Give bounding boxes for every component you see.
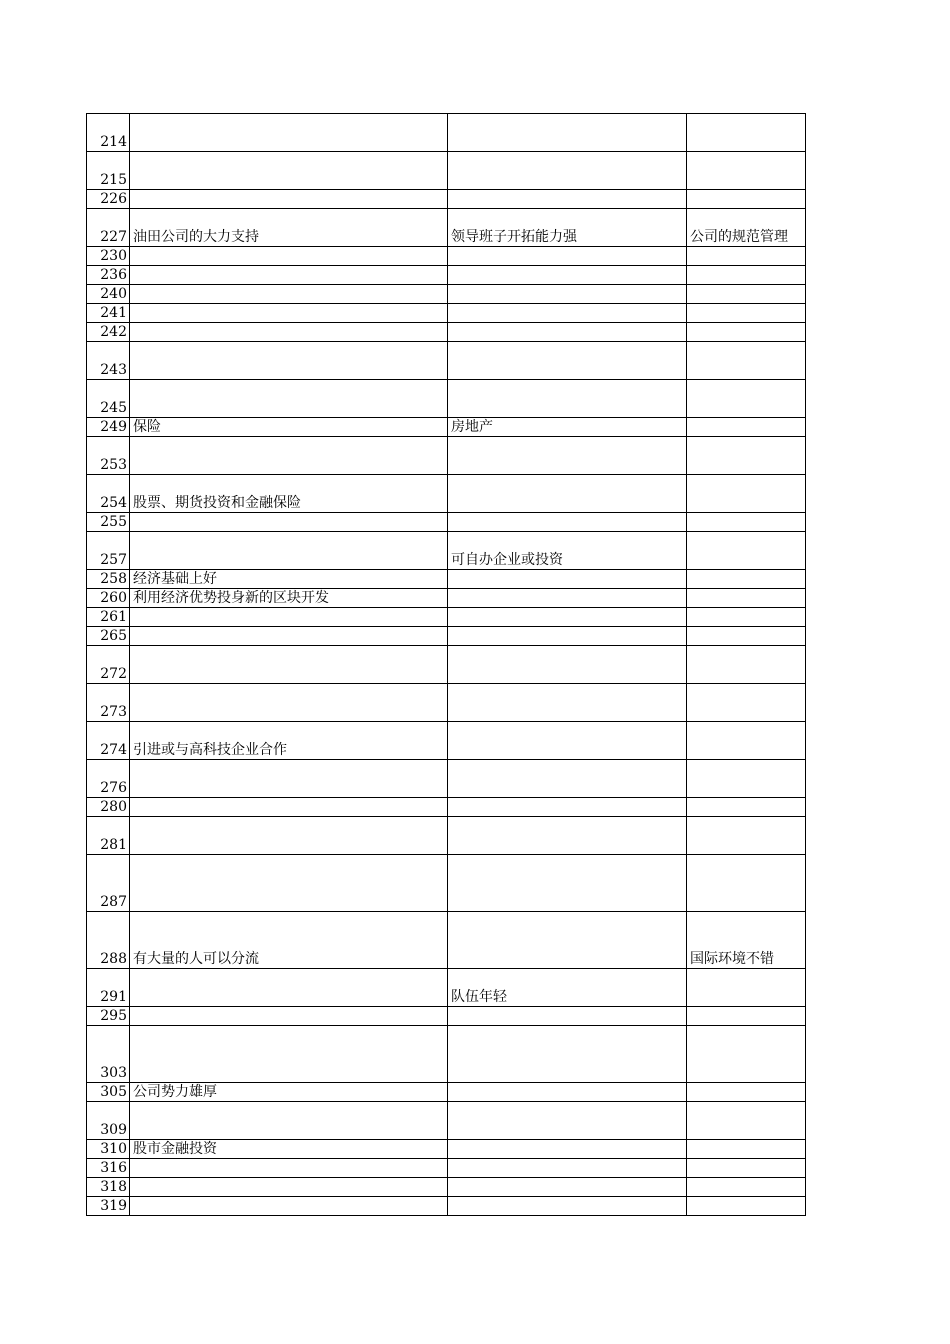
- column-a-cell[interactable]: [130, 304, 448, 323]
- row-number-cell[interactable]: 274: [87, 722, 130, 760]
- column-a-cell[interactable]: [130, 627, 448, 646]
- column-b-cell[interactable]: [448, 323, 687, 342]
- column-a-cell[interactable]: [130, 760, 448, 798]
- column-a-cell[interactable]: 油田公司的大力支持: [130, 209, 448, 247]
- column-a-cell[interactable]: [130, 437, 448, 475]
- column-a-cell[interactable]: [130, 684, 448, 722]
- column-b-cell[interactable]: [448, 798, 687, 817]
- column-c-cell[interactable]: [687, 1197, 806, 1216]
- column-b-cell[interactable]: [448, 722, 687, 760]
- column-a-cell[interactable]: [130, 855, 448, 912]
- row-number-cell[interactable]: 242: [87, 323, 130, 342]
- row-number-cell[interactable]: 276: [87, 760, 130, 798]
- table-row: [87, 475, 806, 513]
- column-b-cell[interactable]: [448, 608, 687, 627]
- table-row: [87, 855, 806, 912]
- column-b-cell[interactable]: [448, 1159, 687, 1178]
- table-body: [87, 114, 806, 1216]
- row-number-cell[interactable]: 287: [87, 855, 130, 912]
- column-b-cell[interactable]: [448, 247, 687, 266]
- table-row: [87, 1159, 806, 1178]
- row-number-cell[interactable]: 215: [87, 152, 130, 190]
- row-number-cell[interactable]: 227: [87, 209, 130, 247]
- column-c-cell[interactable]: [687, 1102, 806, 1140]
- column-b-cell[interactable]: [448, 684, 687, 722]
- column-b-cell[interactable]: 房地产: [448, 418, 687, 437]
- row-number-cell[interactable]: 254: [87, 475, 130, 513]
- column-a-cell[interactable]: [130, 114, 448, 152]
- column-b-cell[interactable]: [448, 513, 687, 532]
- column-a-cell[interactable]: [130, 247, 448, 266]
- column-c-cell[interactable]: 公司的规范管理: [687, 209, 806, 247]
- table-row: [87, 532, 806, 570]
- column-c-cell[interactable]: [687, 1159, 806, 1178]
- column-a-cell[interactable]: 股市金融投资: [130, 1140, 448, 1159]
- column-b-cell[interactable]: [448, 190, 687, 209]
- row-number-cell[interactable]: 303: [87, 1026, 130, 1083]
- row-number-cell[interactable]: 265: [87, 627, 130, 646]
- column-c-cell[interactable]: [687, 190, 806, 209]
- column-a-cell[interactable]: 引进或与高科技企业合作: [130, 722, 448, 760]
- table-row: [87, 418, 806, 437]
- column-b-cell[interactable]: 可自办企业或投资: [448, 532, 687, 570]
- column-c-cell[interactable]: [687, 570, 806, 589]
- spreadsheet-table: [86, 113, 806, 1216]
- column-b-cell[interactable]: [448, 475, 687, 513]
- table-row: [87, 1007, 806, 1026]
- column-c-cell[interactable]: [687, 247, 806, 266]
- row-number-cell[interactable]: 245: [87, 380, 130, 418]
- column-b-cell[interactable]: [448, 342, 687, 380]
- table-row: [87, 304, 806, 323]
- column-c-cell[interactable]: [687, 1026, 806, 1083]
- row-number-cell[interactable]: 295: [87, 1007, 130, 1026]
- column-b-cell[interactable]: [448, 817, 687, 855]
- table-row: [87, 342, 806, 380]
- column-c-cell[interactable]: [687, 418, 806, 437]
- table-row: [87, 323, 806, 342]
- table-row: [87, 190, 806, 209]
- row-number-cell[interactable]: 240: [87, 285, 130, 304]
- column-c-cell[interactable]: [687, 285, 806, 304]
- column-a-cell[interactable]: [130, 532, 448, 570]
- column-c-cell[interactable]: [687, 798, 806, 817]
- column-a-cell[interactable]: [130, 513, 448, 532]
- table-row: [87, 285, 806, 304]
- column-c-cell[interactable]: [687, 855, 806, 912]
- column-b-cell[interactable]: [448, 1026, 687, 1083]
- column-b-cell[interactable]: [448, 1140, 687, 1159]
- column-a-cell[interactable]: 公司势力雄厚: [130, 1083, 448, 1102]
- table-row: [87, 969, 806, 1007]
- column-a-cell[interactable]: 股票、期货投资和金融保险: [130, 475, 448, 513]
- column-b-cell[interactable]: [448, 380, 687, 418]
- table-row: [87, 247, 806, 266]
- table-row: [87, 513, 806, 532]
- table-row: [87, 152, 806, 190]
- column-b-cell[interactable]: [448, 589, 687, 608]
- row-number-cell[interactable]: 230: [87, 247, 130, 266]
- column-b-cell[interactable]: [448, 437, 687, 475]
- row-number-cell[interactable]: 260: [87, 589, 130, 608]
- column-c-cell[interactable]: [687, 114, 806, 152]
- column-a-cell[interactable]: [130, 1026, 448, 1083]
- table-row: [87, 1026, 806, 1083]
- column-c-cell[interactable]: [687, 532, 806, 570]
- column-a-cell[interactable]: 保险: [130, 418, 448, 437]
- column-b-cell[interactable]: [448, 1007, 687, 1026]
- table-row: [87, 912, 806, 969]
- column-c-cell[interactable]: [687, 1007, 806, 1026]
- row-number-cell[interactable]: 280: [87, 798, 130, 817]
- row-number-cell[interactable]: 310: [87, 1140, 130, 1159]
- row-number-cell[interactable]: 249: [87, 418, 130, 437]
- column-b-cell[interactable]: 队伍年轻: [448, 969, 687, 1007]
- column-c-cell[interactable]: [687, 969, 806, 1007]
- row-number-cell[interactable]: 319: [87, 1197, 130, 1216]
- table-row: [87, 627, 806, 646]
- column-a-cell[interactable]: [130, 646, 448, 684]
- column-a-cell[interactable]: [130, 1178, 448, 1197]
- column-a-cell[interactable]: [130, 190, 448, 209]
- column-c-cell[interactable]: [687, 760, 806, 798]
- column-b-cell[interactable]: [448, 1197, 687, 1216]
- column-a-cell[interactable]: 有大量的人可以分流: [130, 912, 448, 969]
- table-row: [87, 570, 806, 589]
- table-row: [87, 209, 806, 247]
- column-b-cell[interactable]: [448, 1178, 687, 1197]
- row-number-cell[interactable]: 261: [87, 608, 130, 627]
- column-a-cell[interactable]: [130, 1159, 448, 1178]
- row-number-cell[interactable]: 241: [87, 304, 130, 323]
- column-c-cell[interactable]: [687, 722, 806, 760]
- column-b-cell[interactable]: [448, 285, 687, 304]
- column-b-cell[interactable]: [448, 1083, 687, 1102]
- row-number-cell[interactable]: 288: [87, 912, 130, 969]
- column-a-cell[interactable]: 经济基础上好: [130, 570, 448, 589]
- column-a-cell[interactable]: [130, 342, 448, 380]
- table-row: [87, 266, 806, 285]
- row-number-cell[interactable]: 226: [87, 190, 130, 209]
- column-a-cell[interactable]: [130, 1007, 448, 1026]
- column-a-cell[interactable]: [130, 798, 448, 817]
- row-number-cell[interactable]: 214: [87, 114, 130, 152]
- table-row: [87, 722, 806, 760]
- column-a-cell[interactable]: [130, 608, 448, 627]
- column-c-cell[interactable]: 国际环境不错: [687, 912, 806, 969]
- column-c-cell[interactable]: [687, 513, 806, 532]
- column-a-cell[interactable]: [130, 969, 448, 1007]
- column-b-cell[interactable]: [448, 912, 687, 969]
- column-b-cell[interactable]: [448, 1102, 687, 1140]
- column-b-cell[interactable]: [448, 570, 687, 589]
- column-c-cell[interactable]: [687, 266, 806, 285]
- table-row: [87, 1102, 806, 1140]
- column-a-cell[interactable]: [130, 152, 448, 190]
- column-c-cell[interactable]: [687, 627, 806, 646]
- column-c-cell[interactable]: [687, 304, 806, 323]
- column-c-cell[interactable]: [687, 1178, 806, 1197]
- column-b-cell[interactable]: [448, 266, 687, 285]
- row-number-cell[interactable]: 272: [87, 646, 130, 684]
- row-number-cell[interactable]: 309: [87, 1102, 130, 1140]
- column-c-cell[interactable]: [687, 152, 806, 190]
- column-a-cell[interactable]: [130, 817, 448, 855]
- row-number-cell[interactable]: 257: [87, 532, 130, 570]
- column-b-cell[interactable]: 领导班子开拓能力强: [448, 209, 687, 247]
- row-number-cell[interactable]: 236: [87, 266, 130, 285]
- column-a-cell[interactable]: [130, 266, 448, 285]
- column-c-cell[interactable]: [687, 475, 806, 513]
- column-b-cell[interactable]: [448, 114, 687, 152]
- column-c-cell[interactable]: [687, 1083, 806, 1102]
- column-a-cell[interactable]: [130, 323, 448, 342]
- column-a-cell[interactable]: [130, 1102, 448, 1140]
- row-number-cell[interactable]: 291: [87, 969, 130, 1007]
- table-row: [87, 114, 806, 152]
- table-row: [87, 1178, 806, 1197]
- row-number-cell[interactable]: 253: [87, 437, 130, 475]
- column-b-cell[interactable]: [448, 855, 687, 912]
- column-b-cell[interactable]: [448, 304, 687, 323]
- table-row: [87, 1140, 806, 1159]
- column-b-cell[interactable]: [448, 627, 687, 646]
- table-row: [87, 798, 806, 817]
- column-c-cell[interactable]: [687, 323, 806, 342]
- row-number-cell[interactable]: 281: [87, 817, 130, 855]
- table-row: [87, 1197, 806, 1216]
- column-c-cell[interactable]: [687, 342, 806, 380]
- row-number-cell[interactable]: 305: [87, 1083, 130, 1102]
- row-number-cell[interactable]: 255: [87, 513, 130, 532]
- table-row: [87, 437, 806, 475]
- column-b-cell[interactable]: [448, 646, 687, 684]
- table-row: [87, 760, 806, 798]
- table-row: [87, 380, 806, 418]
- column-c-cell[interactable]: [687, 380, 806, 418]
- row-number-cell[interactable]: 243: [87, 342, 130, 380]
- row-number-cell[interactable]: 316: [87, 1159, 130, 1178]
- table-row: [87, 589, 806, 608]
- column-c-cell[interactable]: [687, 589, 806, 608]
- column-b-cell[interactable]: [448, 152, 687, 190]
- row-number-cell[interactable]: 318: [87, 1178, 130, 1197]
- row-number-cell[interactable]: 273: [87, 684, 130, 722]
- column-a-cell[interactable]: 利用经济优势投身新的区块开发: [130, 589, 448, 608]
- column-c-cell[interactable]: [687, 437, 806, 475]
- table-row: [87, 646, 806, 684]
- table-row: [87, 684, 806, 722]
- column-c-cell[interactable]: [687, 1140, 806, 1159]
- table-row: [87, 608, 806, 627]
- column-c-cell[interactable]: [687, 817, 806, 855]
- table-row: [87, 817, 806, 855]
- column-c-cell[interactable]: [687, 646, 806, 684]
- table-row: [87, 1083, 806, 1102]
- column-a-cell[interactable]: [130, 1197, 448, 1216]
- column-c-cell[interactable]: [687, 684, 806, 722]
- column-a-cell[interactable]: [130, 285, 448, 304]
- column-c-cell[interactable]: [687, 608, 806, 627]
- column-b-cell[interactable]: [448, 760, 687, 798]
- column-a-cell[interactable]: [130, 380, 448, 418]
- row-number-cell[interactable]: 258: [87, 570, 130, 589]
